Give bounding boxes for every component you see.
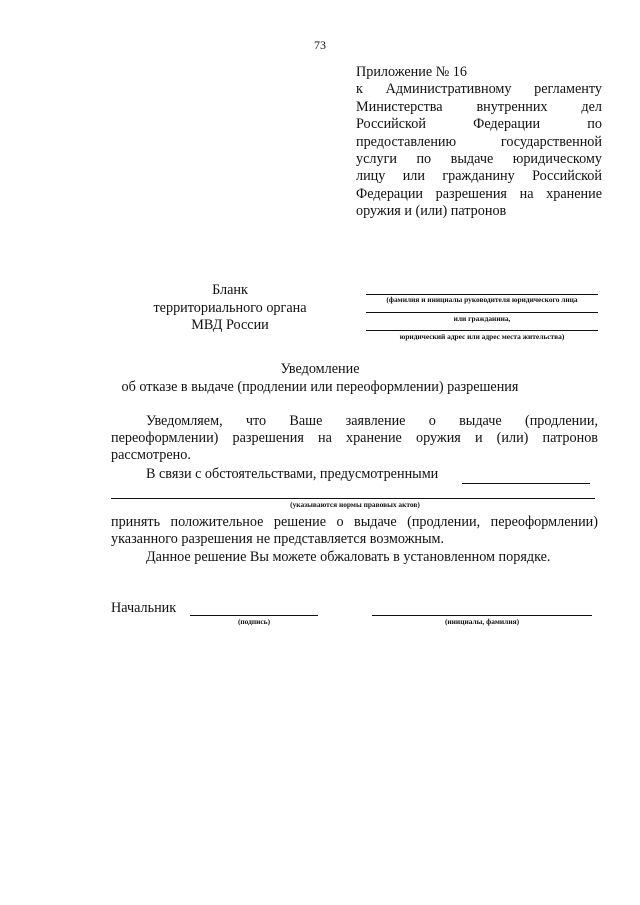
name-hint: (инициалы, фамилия)	[444, 617, 520, 626]
letterhead-line: МВД России	[191, 317, 269, 333]
signature-label: Начальник	[111, 600, 177, 616]
paragraph-3: Данное решение Вы можете обжаловать в установленном порядке.	[146, 549, 551, 565]
name-line	[372, 615, 592, 616]
paragraph-2-line-2: принять положительное решение о выдаче (продлении, переоформлении)	[111, 514, 598, 530]
addressee-line-2	[366, 312, 598, 313]
signature-hint: (подпись)	[237, 617, 271, 626]
legal-norms-blank-1	[462, 483, 590, 484]
paragraph-2-line-1: В связи с обстоятельствами, предусмотренными	[146, 466, 439, 482]
addressee-hint-2: или гражданина,	[453, 314, 511, 323]
legal-norms-blank-2	[111, 498, 595, 499]
appendix-line: оружия и (или) патронов	[356, 203, 507, 220]
appendix-line: Российской Федерации по	[356, 116, 602, 133]
letterhead-block	[140, 282, 320, 335]
appendix-line: Министерства внутренних дел	[356, 98, 602, 115]
paragraph-2-line-3: указанного разрешения не представляется возможным.	[111, 531, 445, 547]
notice-subtitle: об отказе в выдаче (продлении или переоформлении) разрешения	[121, 379, 519, 395]
addressee-hint-3: юридический адрес или адрес места жительства)	[399, 332, 565, 341]
appendix-line: лицу или гражданину Российской	[356, 168, 602, 185]
paragraph-1-line-3: рассмотрено.	[111, 447, 191, 463]
appendix-line: предоставлению государственной	[356, 133, 602, 150]
page-number: 73	[314, 38, 326, 52]
appendix-block	[356, 64, 602, 221]
addressee-hint-1: (фамилия и инициалы руководителя юридического лица	[386, 295, 578, 304]
appendix-line: услуги по выдаче юридическому	[356, 151, 602, 168]
paragraph-1-line-1: Уведомляем, что Ваше заявление о выдаче (продлении,	[146, 413, 598, 429]
appendix-title: Приложение № 16	[356, 64, 467, 80]
letterhead-line: Бланк	[212, 282, 248, 298]
appendix-line: Федерации разрешения на хранение	[356, 185, 602, 202]
paragraph-1-line-2: переоформлении) разрешения на хранение оружия и (или) патронов	[111, 430, 598, 446]
notice-title: Уведомление	[280, 361, 360, 377]
appendix-line: к Административному регламенту	[356, 81, 602, 98]
letterhead-line: территориального органа	[153, 299, 307, 316]
legal-norms-hint: (указываются нормы правовых актов)	[290, 500, 420, 509]
addressee-line-3	[366, 330, 598, 331]
signature-line	[190, 615, 318, 616]
